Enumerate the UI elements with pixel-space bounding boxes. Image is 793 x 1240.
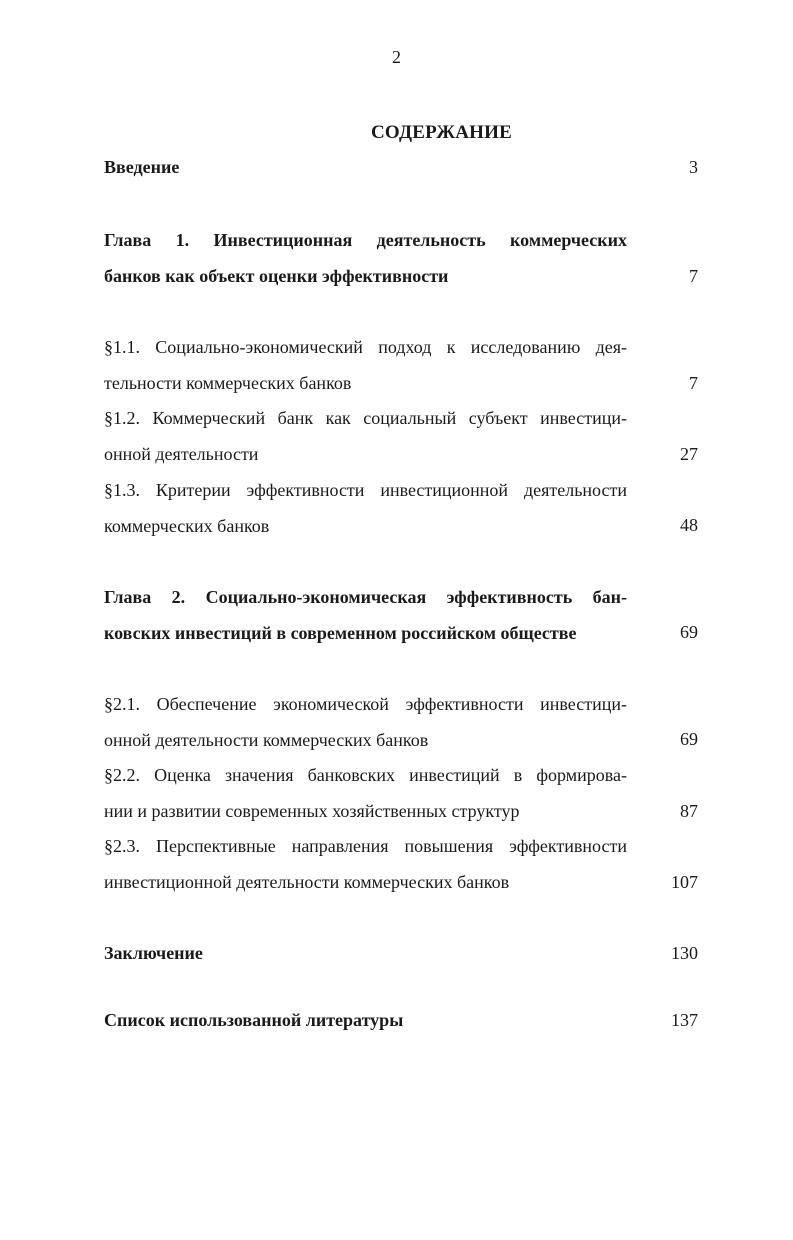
toc-entry-section-2-1[interactable] <box>104 686 627 758</box>
toc-page-number: 130 <box>671 943 698 963</box>
toc-page-number: 7 <box>689 266 698 286</box>
toc-entry-section-2-3[interactable] <box>104 828 627 900</box>
toc-entry-chapter-2[interactable] <box>104 579 627 651</box>
toc-entry-line: §2.3. Перспективные направления повышения эффективности <box>104 836 627 856</box>
toc-entry-line: инвестиционной деятельности коммерческих банков <box>104 872 510 892</box>
toc-entry-conclusion[interactable] <box>104 935 627 971</box>
toc-entry-line: §2.1. Обеспечение экономической эффективности инвестици- <box>104 694 627 714</box>
toc-entry-line: нии и развитии современных хозяйственных структур <box>104 801 520 821</box>
toc-entry-section-2-2[interactable] <box>104 757 627 829</box>
page-number: 2 <box>392 47 401 67</box>
toc-entry-line: Введение <box>104 157 180 177</box>
toc-entry-line: онной деятельности <box>104 444 259 464</box>
toc-entry-line: §1.3. Критерии эффективности инвестиционной деятельности <box>104 480 627 500</box>
toc-entry-line: §2.2. Оценка значения банковских инвестиций в формирова- <box>104 765 627 785</box>
toc-page-number: 107 <box>671 872 698 892</box>
toc-page-number: 27 <box>680 444 698 464</box>
toc-entry-line: онной деятельности коммерческих банков <box>104 730 429 750</box>
toc-page-number: 137 <box>671 1010 698 1030</box>
toc-page-number: 69 <box>680 622 698 642</box>
toc-entry-line: Заключение <box>104 943 203 963</box>
toc-entry-chapter-1[interactable] <box>104 222 627 294</box>
toc-entry-line: коммерческих банков <box>104 516 270 536</box>
toc-page-number: 69 <box>680 729 698 749</box>
toc-page-number: 48 <box>680 515 698 535</box>
toc-entry-line: Список использованной литературы <box>104 1010 404 1030</box>
toc-entry-section-1-3[interactable] <box>104 472 627 544</box>
toc-entry-section-1-1[interactable] <box>104 329 627 401</box>
toc-entry-line: банков как объект оценки эффективности <box>104 266 449 286</box>
toc-title: СОДЕРЖАНИЕ <box>371 122 512 143</box>
toc-entry-line: §1.1. Социально-экономический подход к исследованию дея- <box>104 337 627 357</box>
toc-entry-line: Глава 1. Инвестиционная деятельность коммерческих <box>104 230 627 250</box>
toc-entry-line: тельности коммерческих банков <box>104 373 352 393</box>
toc-entry-section-1-2[interactable] <box>104 400 627 472</box>
toc-entry-introduction[interactable] <box>104 149 627 185</box>
toc-entry-line: ковских инвестиций в современном российском обществе <box>104 623 577 643</box>
toc-entry-line: §1.2. Коммерческий банк как социальный субъект инвестици- <box>104 408 627 428</box>
toc-page-number: 7 <box>689 373 698 393</box>
toc-page-number: 3 <box>689 157 698 177</box>
toc-page-number: 87 <box>680 801 698 821</box>
toc-entry-bibliography[interactable] <box>104 1002 627 1038</box>
toc-entry-line: Глава 2. Социально-экономическая эффективность бан- <box>104 587 627 607</box>
